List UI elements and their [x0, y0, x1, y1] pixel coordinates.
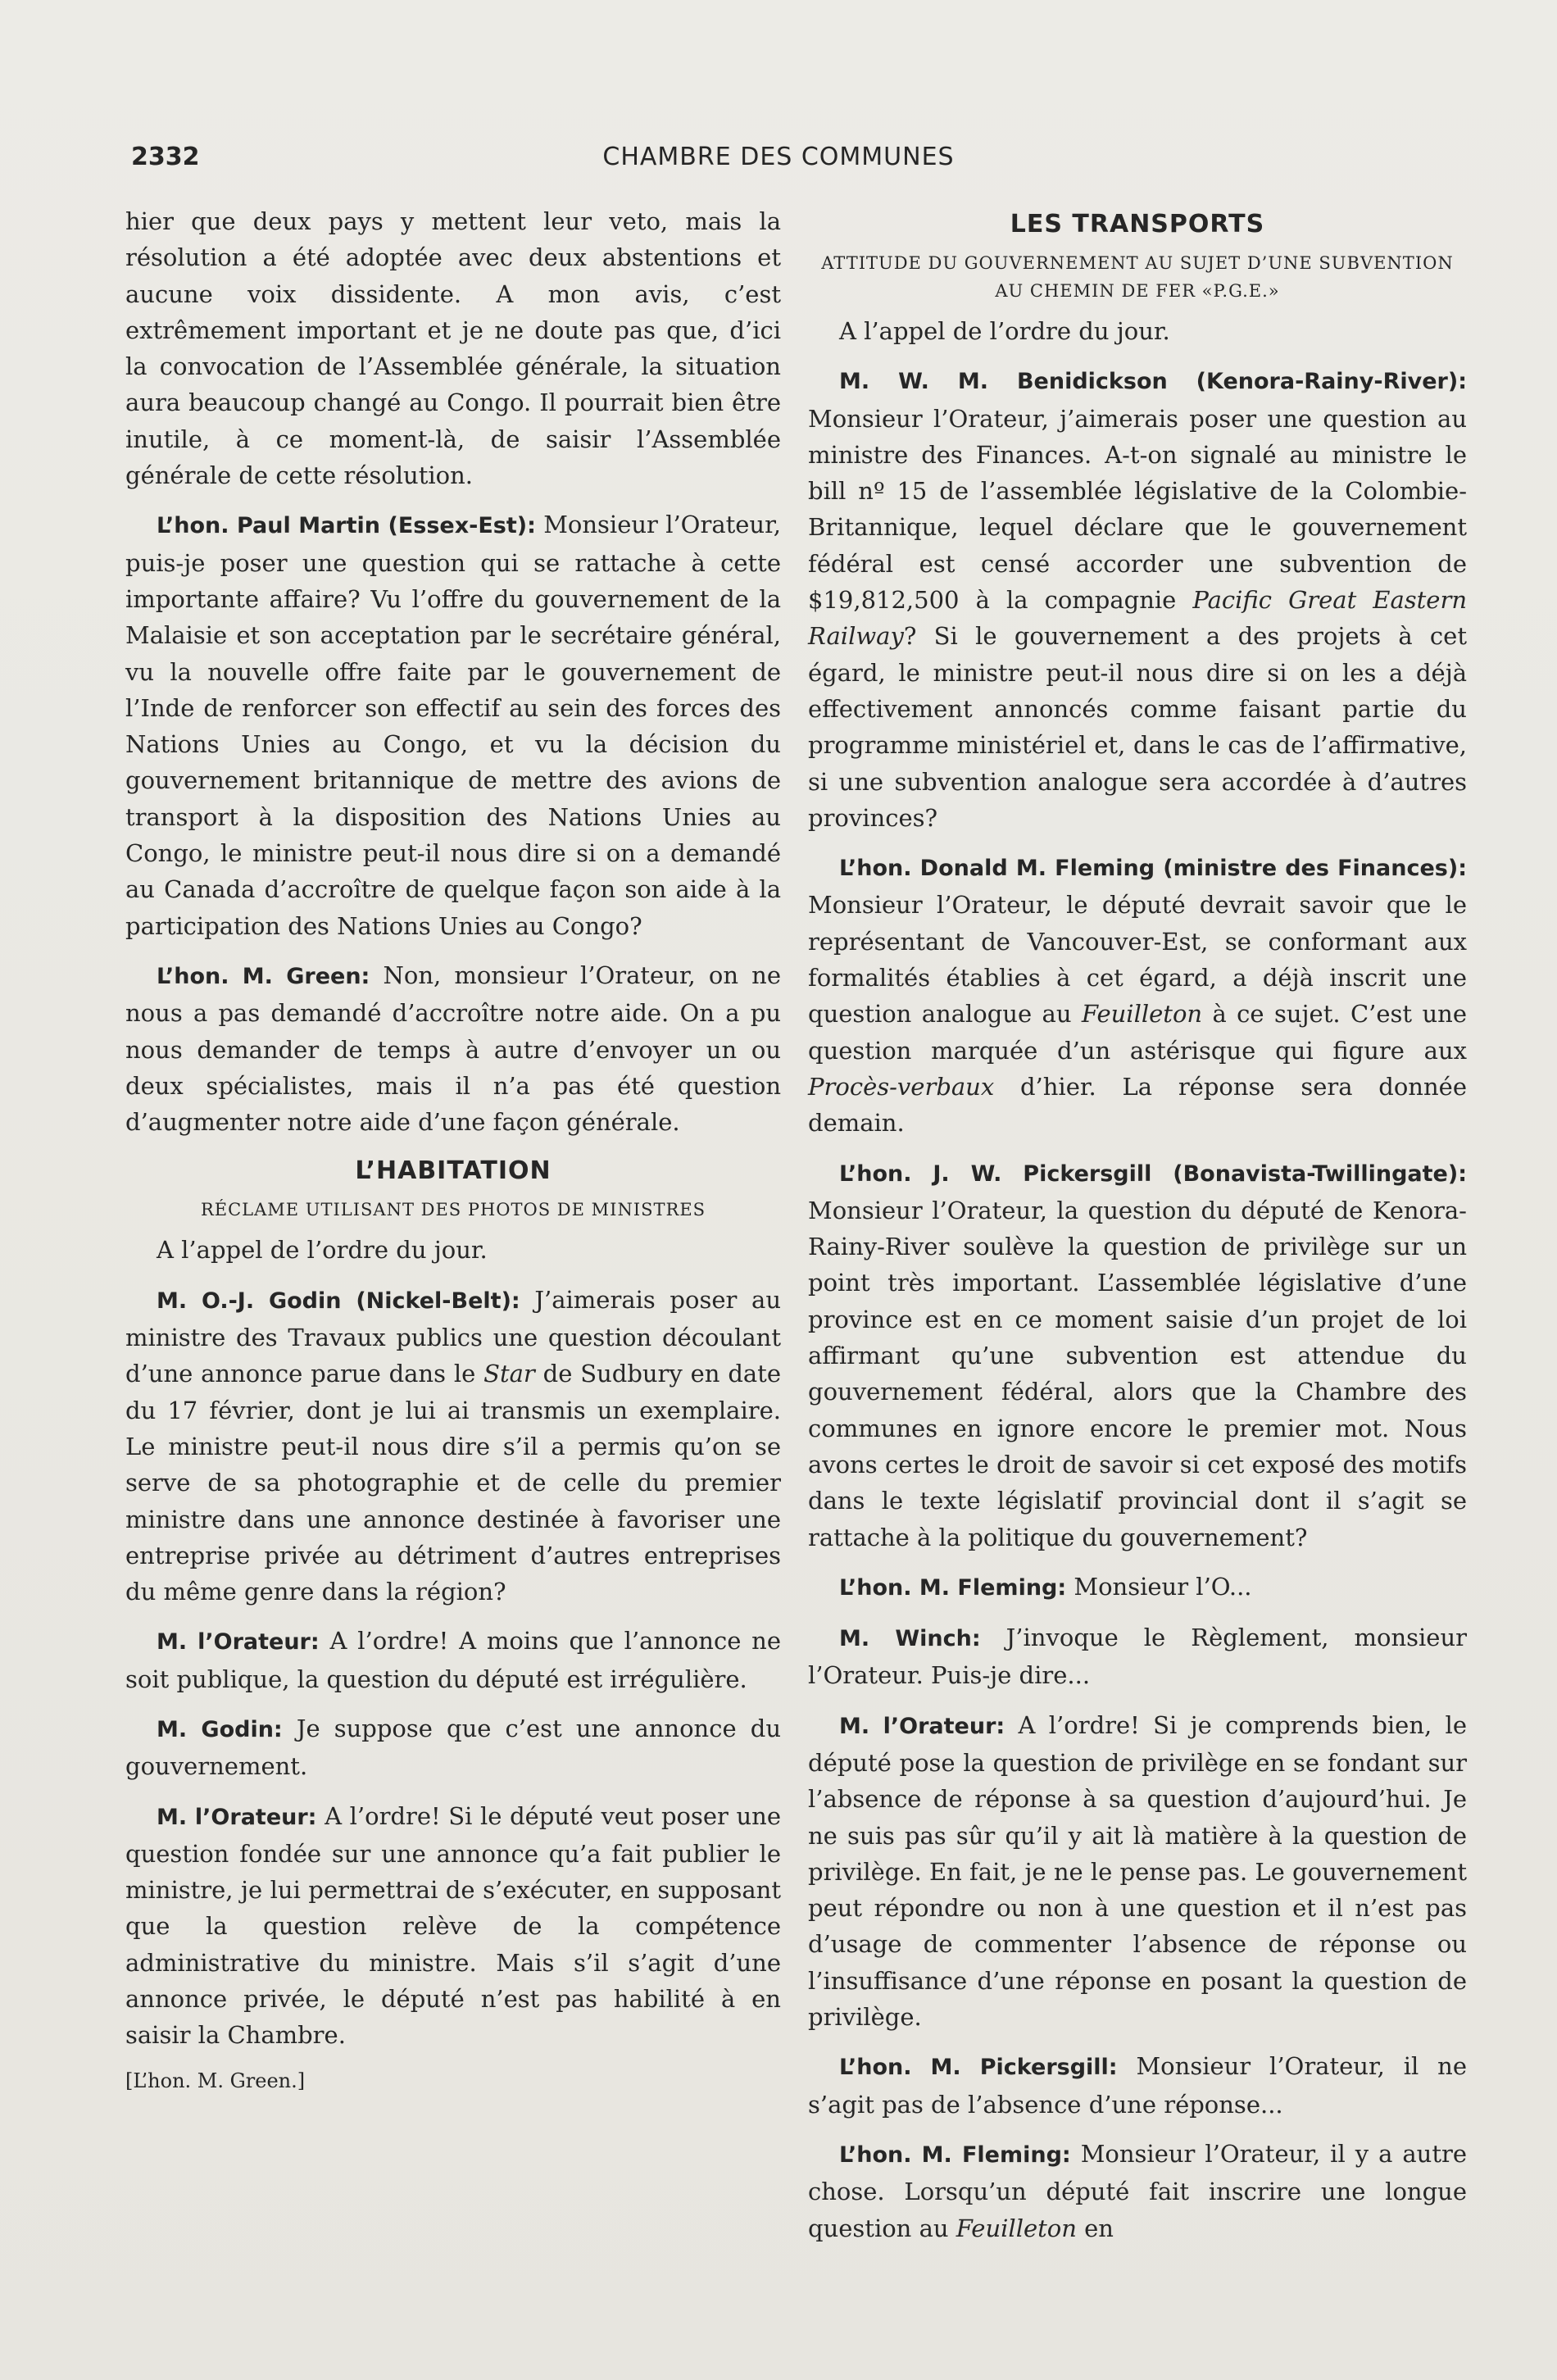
speaker-name: M. W. M. Benidickson (Kenora-Rainy-River):: [839, 369, 1467, 395]
speech-text: A l’ordre! A moins que l’annonce ne soit publique, la question du député est irrégulière.: [125, 1627, 781, 1693]
paragraph: [125, 1282, 781, 1610]
speech-text: de Sudbury en date du 17 février, dont je lui ai transmis un exemplaire. Le ministre peut-il nous dire s’il a permis qu’on se serve de sa photographie et de celle du premier ministre dans une annonce destinée à favoriser une entreprise privée au détriment d’autres entreprises du même genre dans la région?: [125, 1360, 781, 1606]
speech-text: Monsieur l’Orateur, la question du député de Kenora-Rainy-River soulève la question de privilège sur un point très important. L’assemblée législative d’une province est en ce moment saisie d’un projet de loi affirmant qu’une subvention est attendue du gouvernement fédéral, alors que la Chambre des communes en ignore encore le premier mot. Nous avons certes le droit de savoir si cet exposé des motifs dans le texte législatif provincial dont il s’agit se rattache à la politique du gouvernement?: [808, 1196, 1467, 1551]
speaker-name: L’hon. Donald M. Fleming (ministre des Finances):: [839, 856, 1467, 882]
paragraph: [125, 1710, 781, 1785]
speech-text: ? Si le gouvernement a des projets à cet égard, le ministre peut-il nous dire si on les a déjà effectivement annoncés comme faisant partie du programme ministériel et, dans le cas de l’affirmative, si une subvention analogue sera accordée à d’autres provinces?: [808, 622, 1467, 832]
paragraph: [125, 1798, 781, 2054]
running-title: CHAMBRE DES COMMUNES: [602, 143, 955, 171]
speech-text: J’aimerais poser au ministre des Travaux publics une question découlant d’une annonce parue dans le: [125, 1285, 782, 1388]
speech-text: A l’ordre! Si le député veut poser une question fondée sur une annonce qu’a fait publier le ministre, je lui permettrai de s’exécuter, en supposant que la question relève de la compétence administrative du ministre. Mais s’il s’agit d’une annonce privée, le député n’est pas habilité à en saisir la Chambre.: [125, 1801, 781, 2050]
left-column: [125, 203, 781, 2108]
speech-text: Monsieur l’Orateur, j’aimerais poser une question au ministre des Finances. A-t-on signalé au ministre le bill nº 15 de l’assemblée législative de la Colombie-Britannique, lequel déclare que le gouvernement fédéral est censé accorder une subvention de $19,812,500 à la compagnie: [808, 404, 1467, 615]
section-subheading: ATTITUDE DU GOUVERNEMENT AU SUJET D’UNE SUBVENTION AU CHEMIN DE FER «P.G.E.»: [821, 253, 1454, 301]
italic-title: Feuilleton: [1081, 1000, 1203, 1029]
paragraph: [808, 849, 1467, 1141]
speech-text: Monsieur l’Orateur, il y a autre chose. Lorsqu’un député fait inscrire une longue question au: [808, 2139, 1468, 2242]
section-heading: LES TRANSPORTS: [1010, 210, 1265, 238]
speech-text: A l’ordre! Si je comprends bien, le député pose la question de privilège en se fondant sur l’absence de réponse à sa question d’aujourd’hui. Je ne suis pas sûr qu’il y ait là matière à la question de privilège. En fait, je ne le pense pas. Le gouvernement peut répondre ou non à une question et il n’est pas d’usage de commenter l’absence de réponse ou l’insuffisance d’une réponse en posant la question de privilège.: [808, 1710, 1467, 2032]
right-column: [808, 203, 1467, 2260]
section-subheading: RÉCLAME UTILISANT DES PHOTOS DE MINISTRES: [200, 1200, 706, 1220]
italic-title: Procès-verbaux: [808, 1072, 995, 1101]
speaker-name: L’hon. M. Pickersgill:: [839, 2055, 1118, 2081]
paragraph: [808, 1569, 1467, 1606]
paragraph: [125, 957, 781, 1140]
paragraph: [808, 1155, 1467, 1556]
page-number: 2332: [131, 143, 200, 171]
paragraph: A l’appel de l’ordre du jour.: [157, 1236, 488, 1265]
italic-title: Feuilleton: [956, 2214, 1077, 2242]
section-heading: L’HABITATION: [355, 1156, 552, 1186]
speaker-name: L’hon. M. Green:: [157, 963, 370, 989]
page-header: [131, 143, 1426, 175]
paragraph: [808, 1619, 1467, 1694]
speaker-name: M. l’Orateur:: [157, 1804, 317, 1830]
speech-text: Monsieur l’Orateur, il ne s’agit pas de l’absence d’une réponse...: [808, 2052, 1467, 2119]
paragraph: [808, 2136, 1467, 2246]
speaker-name: L’hon. M. Fleming:: [839, 1574, 1067, 1601]
speaker-name: M. l’Orateur:: [157, 1629, 320, 1656]
paragraph: hier que deux pays y mettent leur veto, mais la résolution a été adoptée avec deux abstentions et aucune voix dissidente. A mon avis, c’est extrêmement important et je ne doute pas que, d’ici la convocation de l’Assemblée générale, la situation aura beaucoup changé au Congo. Il pourrait bien être inutile, à ce moment-là, de saisir l’Assemblée générale de cette résolution.: [125, 207, 781, 490]
speech-text: à ce sujet. C’est une question marquée d’un astérisque qui figure aux: [808, 1000, 1467, 1065]
speaker-name: M. l’Orateur:: [839, 1713, 1005, 1739]
speech-text: en: [1076, 2214, 1114, 2242]
paragraph: A l’appel de l’ordre du jour.: [839, 317, 1170, 345]
speech-text: Monsieur l’Orateur, puis-je poser une question qui se rattache à cette importante affaire? Vu l’offre du gouvernement de la Malaisie et son acceptation par le secrétaire général, vu la nouvelle offre faite par le gouvernement de l’Inde de renforcer son effectif au sein des forces des Nations Unies au Congo, et vu la décision du gouvernement britannique de mettre des avions de transport à la disposition des Nations Unies au Congo, le ministre peut-il nous dire si on a demandé au Canada d’accroître de quelque façon son aide à la participation des Nations Unies au Congo?: [125, 511, 781, 940]
paragraph: [125, 1623, 781, 1697]
paragraph: [808, 362, 1467, 836]
paragraph: [125, 506, 781, 944]
speech-text: Monsieur l’Orateur, le député devrait savoir que le représentant de Vancouver-Est, se conformant aux formalités établies à cet égard, a déjà inscrit une question analogue au: [808, 891, 1467, 1029]
speaker-name: L’hon. M. Fleming:: [839, 2142, 1071, 2168]
speaker-name: M. Winch:: [839, 1626, 981, 1652]
speaker-name: L’hon. J. W. Pickersgill (Bonavista-Twillingate):: [839, 1160, 1467, 1187]
speech-text: Je suppose que c’est une annonce du gouvernement.: [125, 1714, 781, 1781]
speech-text: Monsieur l’O...: [1066, 1572, 1252, 1601]
footnote: [L’hon. M. Green.]: [125, 2069, 306, 2092]
speaker-name: M. Godin:: [157, 1716, 283, 1742]
speech-text: d’hier. La réponse sera donnée demain.: [808, 1072, 1467, 1138]
speaker-name: M. O.-J. Godin (Nickel-Belt):: [157, 1288, 520, 1314]
italic-title: Pacific Great Eastern Railway: [808, 586, 1467, 651]
paragraph: [808, 2048, 1467, 2123]
speech-text: Non, monsieur l’Orateur, on ne nous a pas demandé d’accroître notre aide. On a pu nous demander de temps à autre d’envoyer un ou deux spécialistes, mais il n’a pas été question d’augmenter notre aide d’une façon générale.: [125, 961, 781, 1137]
speaker-name: L’hon. Paul Martin (Essex-Est):: [157, 513, 536, 539]
paragraph: [808, 1707, 1467, 2036]
italic-title: Star: [483, 1360, 535, 1388]
speech-text: J’invoque le Règlement, monsieur l’Orateur. Puis-je dire...: [808, 1624, 1467, 1690]
